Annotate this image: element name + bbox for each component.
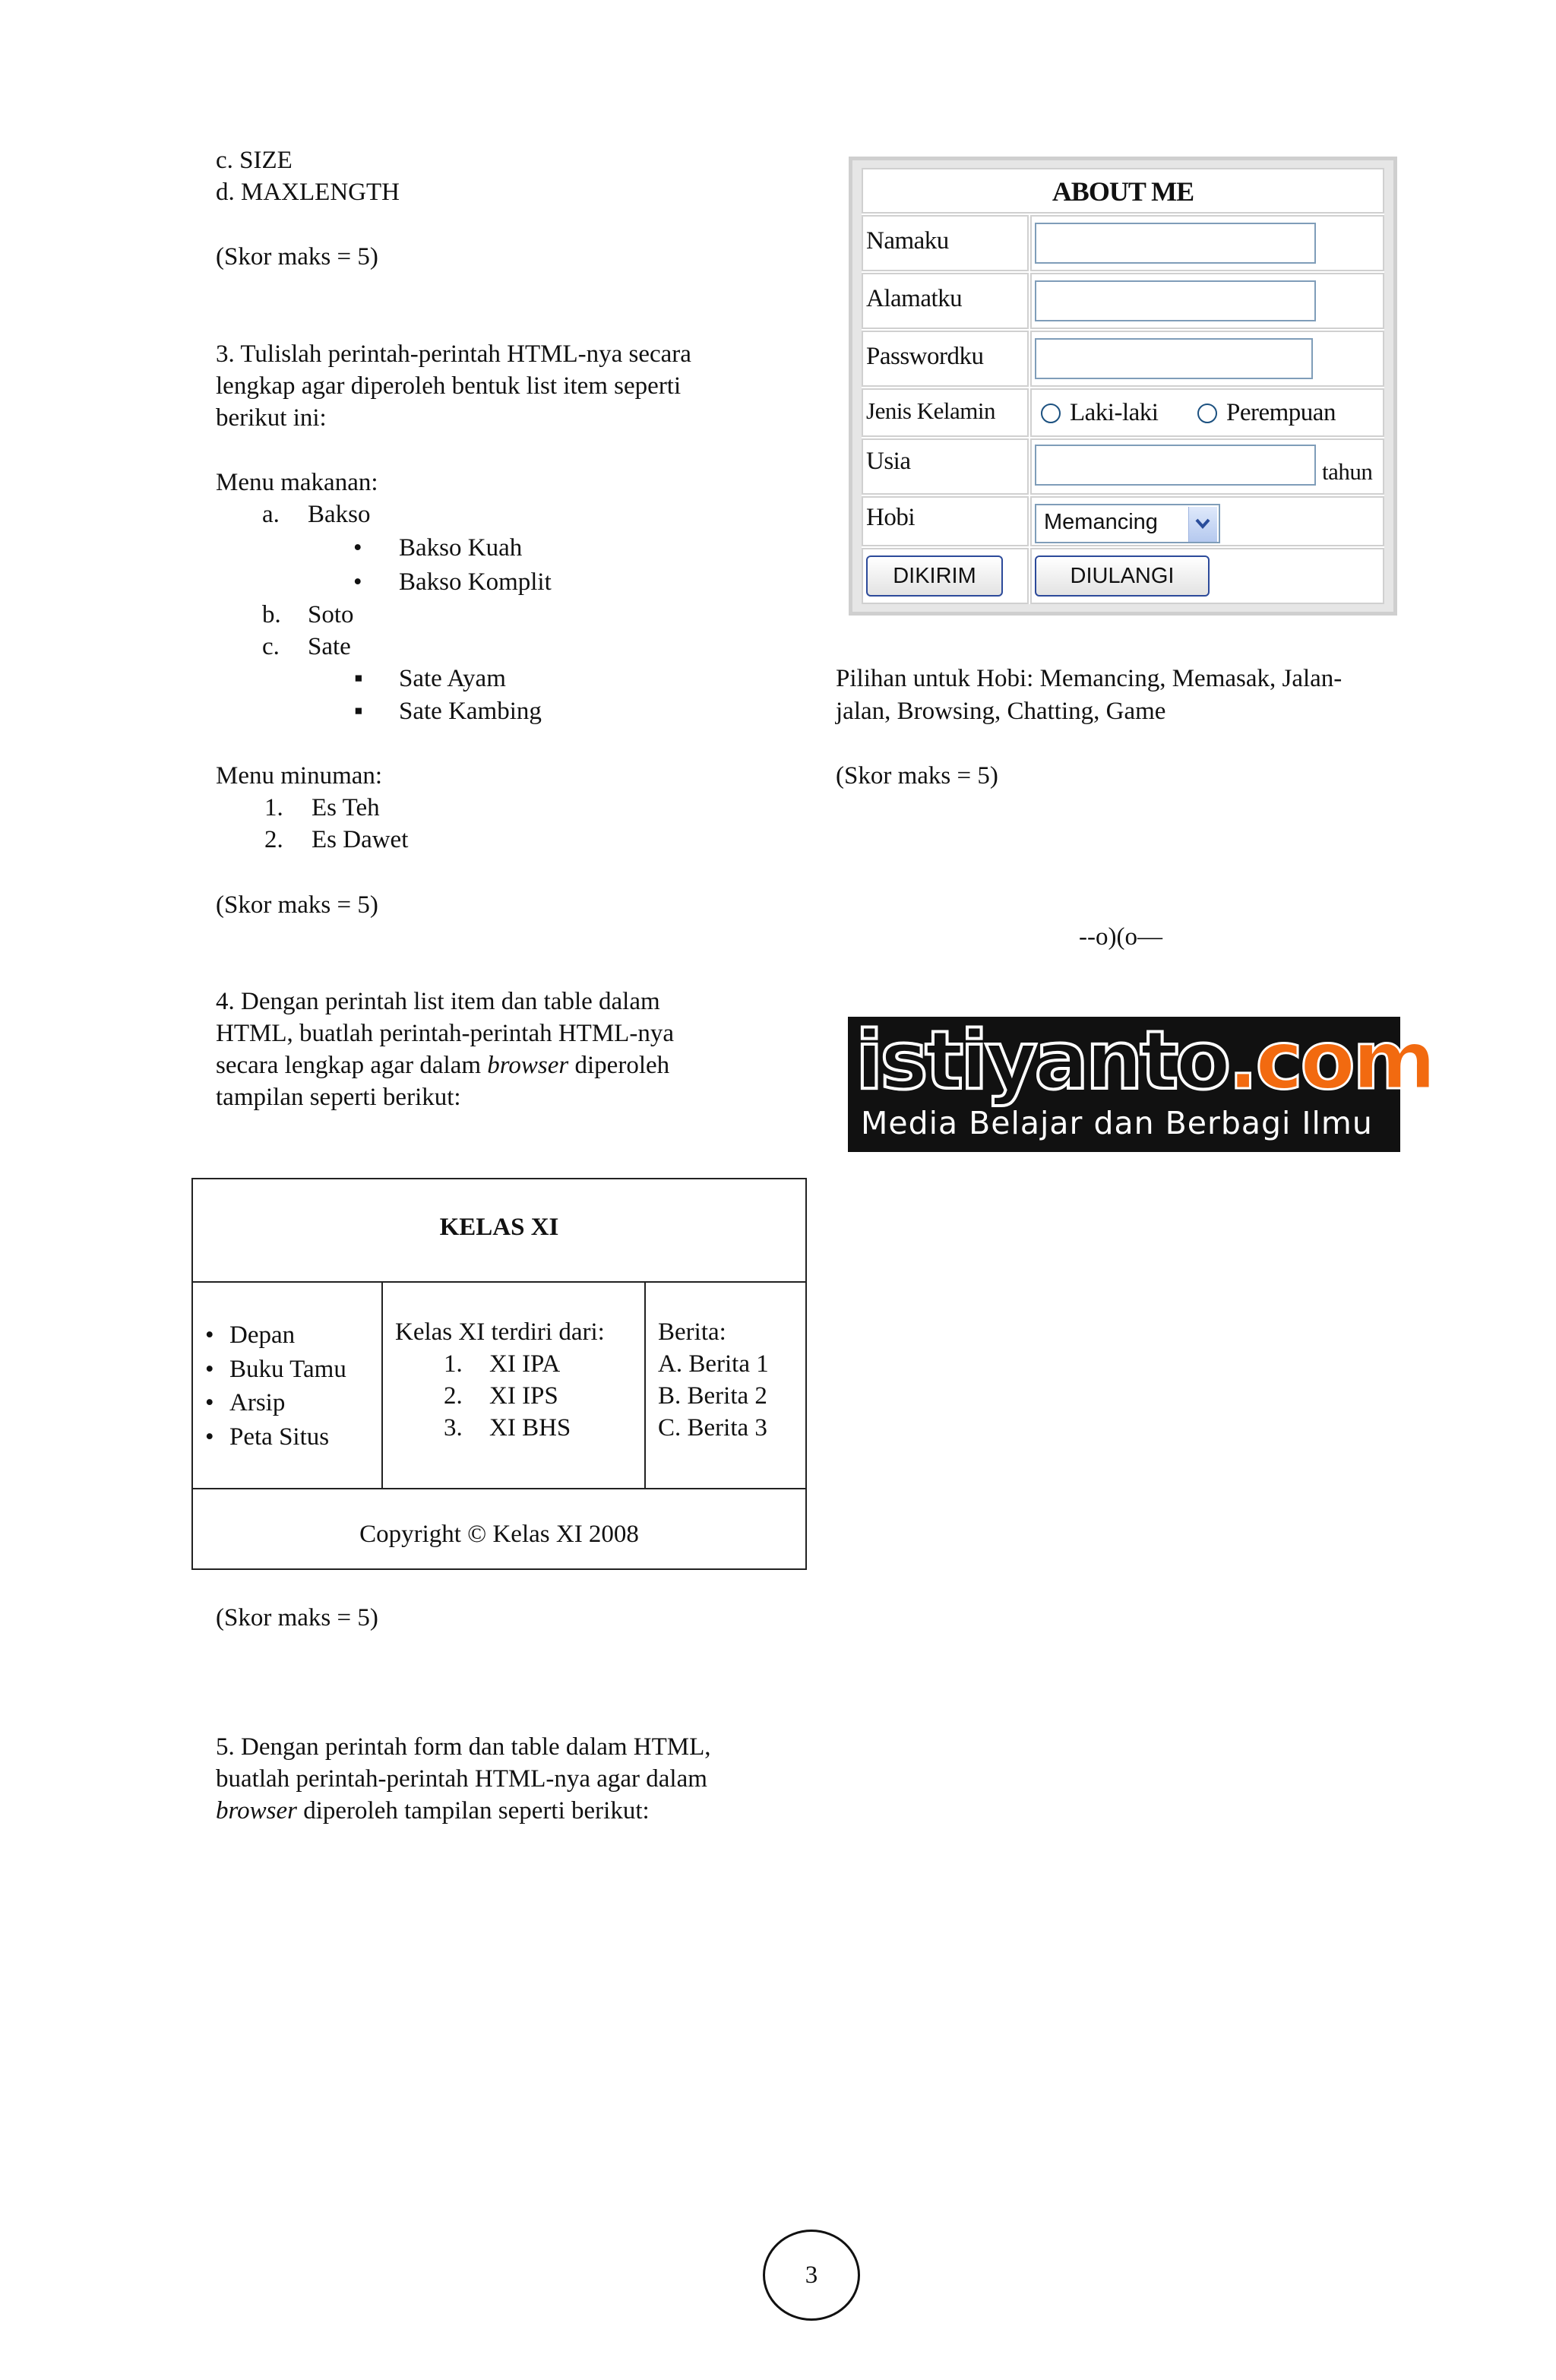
password-input[interactable] — [1035, 338, 1313, 379]
q4-italic-word: browser — [487, 1052, 569, 1079]
gender-radio-male[interactable] — [1041, 404, 1061, 423]
form-field-cell — [1030, 388, 1384, 437]
class-marker: 1. — [444, 1350, 463, 1378]
classes-title: Kelas XI terdiri dari: — [395, 1318, 605, 1346]
news-item: B. Berita 2 — [658, 1382, 767, 1410]
q4-text-line3 — [216, 1049, 669, 1081]
news-item: A. Berita 1 — [658, 1350, 769, 1378]
form-field-cell — [1030, 496, 1384, 546]
hobby-label: Hobi — [866, 504, 915, 531]
q5-text-line1: 5. Dengan perintah form dan table dalam HTML, — [216, 1733, 711, 1761]
kelas-table-header: KELAS XI — [439, 1214, 559, 1241]
column-divider — [381, 1283, 383, 1488]
logo-word-part: istiyanto — [855, 1014, 1229, 1107]
form-button-cell — [862, 548, 1029, 604]
name-label: Namaku — [866, 227, 949, 255]
q5-italic-word: browser — [216, 1797, 297, 1825]
istiyanto-logo — [848, 1014, 1434, 1152]
option-c: c. SIZE — [216, 147, 293, 174]
q3-score: (Skor maks = 5) — [216, 891, 378, 919]
about-me-form-panel — [862, 168, 1384, 604]
q4-score: (Skor maks = 5) — [216, 1604, 378, 1632]
form-title: ABOUT ME — [1052, 176, 1194, 207]
logo-tagline: Media Belajar dan Berbagi Ilmu — [861, 1105, 1373, 1141]
form-button-cell — [1030, 548, 1384, 604]
q5-text-line2: buatlah perintah-perintah HTML-nya agar dalam — [216, 1765, 707, 1793]
form-field-cell — [1030, 331, 1384, 387]
kelas-layout-table — [191, 1178, 807, 1570]
drink-item-marker: 2. — [264, 826, 283, 853]
password-label: Passwordku — [866, 343, 984, 370]
about-me-form — [849, 157, 1397, 616]
class-item: XI IPS — [489, 1382, 558, 1410]
table-divider — [193, 1488, 805, 1489]
form-label-cell — [862, 438, 1029, 495]
news-title: Berita: — [658, 1318, 726, 1346]
nav-item: Arsip — [229, 1389, 286, 1416]
nav-bullet-icon: • — [205, 1356, 214, 1383]
sub-list-item: Sate Kambing — [399, 698, 542, 725]
q2-score: (Skor maks = 5) — [216, 243, 378, 271]
food-item-label: Bakso — [308, 501, 371, 528]
q4-text-part: secara lengkap agar dalam — [216, 1052, 488, 1079]
food-item-marker: a. — [262, 501, 280, 528]
square-bullet-icon: ▪ — [354, 665, 363, 692]
option-d: d. MAXLENGTH — [216, 179, 400, 206]
q5-text-line3 — [216, 1795, 650, 1827]
food-menu-title: Menu makanan: — [216, 469, 378, 496]
page-number: 3 — [763, 2230, 860, 2321]
address-label: Alamatku — [866, 285, 963, 312]
food-item-label: Soto — [308, 601, 354, 628]
form-field-cell — [1030, 438, 1384, 495]
form-label-cell — [862, 388, 1029, 437]
age-input[interactable] — [1035, 445, 1316, 486]
form-label-cell — [862, 273, 1029, 329]
table-divider — [193, 1281, 805, 1283]
drink-item-marker: 1. — [264, 794, 283, 821]
name-input[interactable] — [1035, 223, 1316, 264]
q5-text-part: diperoleh tampilan seperti berikut: — [296, 1797, 650, 1825]
nav-item: Depan — [229, 1321, 296, 1349]
q4-text-line4: tampilan seperti berikut: — [216, 1084, 461, 1111]
form-label-cell — [862, 331, 1029, 387]
chevron-down-icon[interactable] — [1188, 507, 1217, 542]
class-marker: 2. — [444, 1382, 463, 1410]
disc-bullet-icon: • — [353, 568, 362, 596]
nav-bullet-icon: • — [205, 1321, 214, 1349]
class-marker: 3. — [444, 1414, 463, 1442]
form-label-cell — [862, 496, 1029, 546]
q3-text-line1: 3. Tulislah perintah-perintah HTML-nya secara — [216, 340, 691, 368]
hobby-selected-value: Memancing — [1044, 510, 1158, 534]
nav-bullet-icon: • — [205, 1389, 214, 1416]
reset-button[interactable]: DIULANGI — [1035, 555, 1210, 597]
q3-text-line3: berikut ini: — [216, 404, 327, 432]
hobby-options-line2: jalan, Browsing, Chatting, Game — [836, 698, 1166, 725]
right-score: (Skor maks = 5) — [836, 762, 998, 790]
gender-option-label: Laki-laki — [1070, 399, 1159, 426]
food-item-label: Sate — [308, 633, 351, 660]
food-item-marker: b. — [262, 601, 281, 628]
drink-menu-title: Menu minuman: — [216, 762, 383, 790]
sub-list-item: Sate Ayam — [399, 665, 506, 692]
form-field-cell — [1030, 273, 1384, 329]
submit-button[interactable]: DIKIRIM — [866, 555, 1003, 597]
news-item: C. Berita 3 — [658, 1414, 767, 1442]
sub-list-item: Bakso Kuah — [399, 534, 523, 562]
address-input[interactable] — [1035, 280, 1316, 321]
end-mark: --o)(o— — [1079, 923, 1162, 951]
form-field-cell — [1030, 215, 1384, 271]
class-item: XI IPA — [489, 1350, 561, 1378]
q3-text-line2: lengkap agar diperoleh bentuk list item seperti — [216, 372, 682, 400]
age-unit: tahun — [1322, 458, 1373, 485]
food-item-marker: c. — [262, 633, 280, 660]
gender-radio-female[interactable] — [1197, 404, 1217, 423]
form-label-cell — [862, 215, 1029, 271]
age-label: Usia — [866, 448, 911, 475]
drink-item-label: Es Dawet — [312, 826, 409, 853]
hobby-options-line1: Pilihan untuk Hobi: Memancing, Memasak, Jalan- — [836, 665, 1343, 692]
drink-item-label: Es Teh — [312, 794, 380, 821]
nav-item: Peta Situs — [229, 1423, 330, 1451]
square-bullet-icon: ▪ — [354, 698, 363, 725]
disc-bullet-icon: • — [353, 534, 362, 562]
nav-bullet-icon: • — [205, 1423, 214, 1451]
q4-text-line2: HTML, buatlah perintah-perintah HTML-nya — [216, 1020, 674, 1047]
sub-list-item: Bakso Komplit — [399, 568, 552, 596]
kelas-table-footer: Copyright © Kelas XI 2008 — [359, 1521, 639, 1548]
class-item: XI BHS — [489, 1414, 571, 1442]
column-divider — [644, 1283, 646, 1488]
hobby-select[interactable] — [1035, 504, 1220, 543]
gender-label: Jenis Kelamin — [866, 397, 995, 424]
q4-text-part: diperoleh — [568, 1052, 670, 1079]
q4-text-line1: 4. Dengan perintah list item dan table dalam — [216, 988, 660, 1015]
gender-option-label: Perempuan — [1226, 399, 1336, 426]
nav-item: Buku Tamu — [229, 1356, 346, 1383]
logo-word-part: .com — [1228, 1014, 1434, 1107]
form-title-cell — [862, 168, 1384, 214]
logo-wordmark — [855, 1012, 1433, 1109]
